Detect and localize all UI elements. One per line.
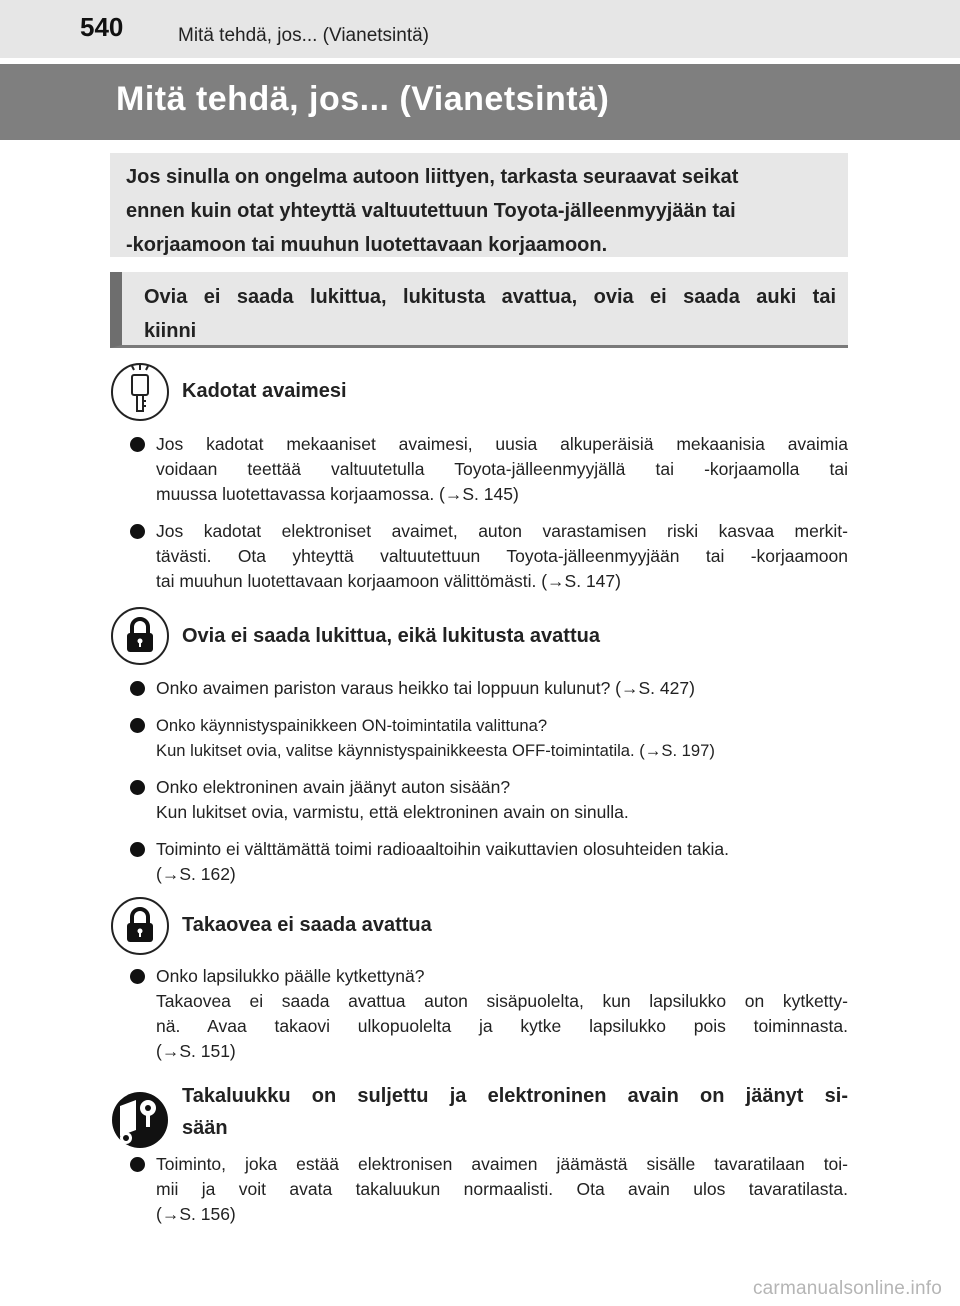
list-item xyxy=(110,676,848,701)
bullet-dot xyxy=(130,437,145,452)
list-item xyxy=(110,837,848,887)
page-title: Mitä tehdä, jos... (Vianetsintä) xyxy=(116,80,610,118)
title-band xyxy=(0,64,960,140)
list-item xyxy=(110,1152,848,1227)
topic-title-line: sään xyxy=(182,1117,228,1139)
intro-box xyxy=(110,153,848,257)
list-item xyxy=(110,432,848,507)
intro-line: Jos sinulla on ongelma autoon liittyen, tarkasta seuraavat seikat xyxy=(126,166,739,188)
key-icon xyxy=(110,362,170,422)
section-heading-line: kiinni xyxy=(144,320,197,342)
bullet-line: Kun lukitset ovia, varmistu, että elektroninen avain on sinulla. xyxy=(156,802,629,822)
bullet-line: (→S. 162) xyxy=(156,864,236,884)
bullet-list xyxy=(110,432,848,606)
bullet-line: Toiminto, joka estää elektronisen avaimen jäämästä sisälle tavaratilaan toi- xyxy=(156,1154,848,1174)
list-item xyxy=(110,775,848,825)
section-heading xyxy=(110,272,848,348)
list-item xyxy=(110,519,848,594)
bullet-line: Toiminto ei välttämättä toimi radioaaltoihin vaikuttavien olosuhteiden takia. xyxy=(156,839,729,859)
topic-title: Ovia ei saada lukittua, eikä lukitusta avattua xyxy=(182,625,600,647)
bullet-dot xyxy=(130,969,145,984)
bullet-dot xyxy=(130,780,145,795)
topic-title: Kadotat avaimesi xyxy=(182,380,347,402)
bullet-line: tävästi. Ota yhteyttä valtuutettuun Toyota-jälleenmyyjään tai -korjaamoon xyxy=(156,546,848,566)
bullet-line: Onko lapsilukko päälle kytkettynä? xyxy=(156,966,425,986)
running-title: Mitä tehdä, jos... (Vianetsintä) xyxy=(178,25,429,46)
bullet-dot xyxy=(130,1157,145,1172)
bullet-line: Takaovea ei saada avattua auton sisäpuolelta, kun lapsilukko on kytketty- xyxy=(156,991,848,1011)
bullet-line: muussa luotettavassa korjaamossa. (→S. 145) xyxy=(156,484,519,504)
bullet-line: Onko käynnistyspainikkeen ON-toimintatila valittuna? xyxy=(156,716,548,735)
bullet-line: tai muuhun luotettavaan korjaamoon välittömästi. (→S. 147) xyxy=(156,571,621,591)
bullet-line: Onko avaimen pariston varaus heikko tai loppuun kulunut? (→S. 427) xyxy=(156,678,695,698)
bullet-dot xyxy=(130,681,145,696)
bullet-list xyxy=(110,964,848,1076)
bullet-line: (→S. 156) xyxy=(156,1204,236,1224)
bullet-list xyxy=(110,1152,848,1239)
page-header-strip xyxy=(0,0,960,58)
bullet-line: mii ja voit avata takaluukun normaalisti. Ota avain ulos tavaratilasta. xyxy=(156,1179,848,1199)
padlock-icon xyxy=(110,896,170,956)
intro-line: ennen kuin otat yhteyttä valtuutettuun Toyota-jälleenmyyjään tai xyxy=(126,200,736,222)
bullet-line: Jos kadotat mekaaniset avaimesi, uusia alkuperäisiä mekaanisia avaimia xyxy=(156,434,848,454)
bullet-line: (→S. 151) xyxy=(156,1041,236,1061)
bullet-line: nä. Avaa takaovi ulkopuolelta ja kytke lapsilukko pois toiminnasta. xyxy=(156,1016,848,1036)
section-heading-line: Ovia ei saada lukittua, lukitusta avattua, ovia ei saada auki tai xyxy=(144,286,836,308)
list-item xyxy=(110,713,848,763)
trunk-key-icon xyxy=(110,1090,170,1150)
bullet-dot xyxy=(130,524,145,539)
padlock-icon xyxy=(110,606,170,666)
bullet-dot xyxy=(130,718,145,733)
bullet-line: voidaan teettää valtuutetulla Toyota-jälleenmyyjällä tai -korjaamolla tai xyxy=(156,459,848,479)
topic-title xyxy=(182,1080,848,1144)
intro-line: -korjaamoon tai muuhun luotettavaan korjaamoon. xyxy=(126,234,608,256)
topic-title: Takaovea ei saada avattua xyxy=(182,914,432,936)
bullet-line: Kun lukitset ovia, valitse käynnistyspainikkeesta OFF-toimintatila. (→S. 197) xyxy=(156,741,715,760)
page-number: 540 xyxy=(80,12,124,42)
list-item xyxy=(110,964,848,1064)
watermark: carmanualsonline.info xyxy=(752,1278,942,1299)
topic-title-line: Takaluukku on suljettu ja elektroninen avain on jäänyt si- xyxy=(182,1085,848,1107)
bullet-list xyxy=(110,676,848,899)
bullet-dot xyxy=(130,842,145,857)
bullet-line: Onko elektroninen avain jäänyt auton sisään? xyxy=(156,777,511,797)
bullet-line: Jos kadotat elektroniset avaimet, auton varastamisen riski kasvaa merkit- xyxy=(156,521,848,541)
